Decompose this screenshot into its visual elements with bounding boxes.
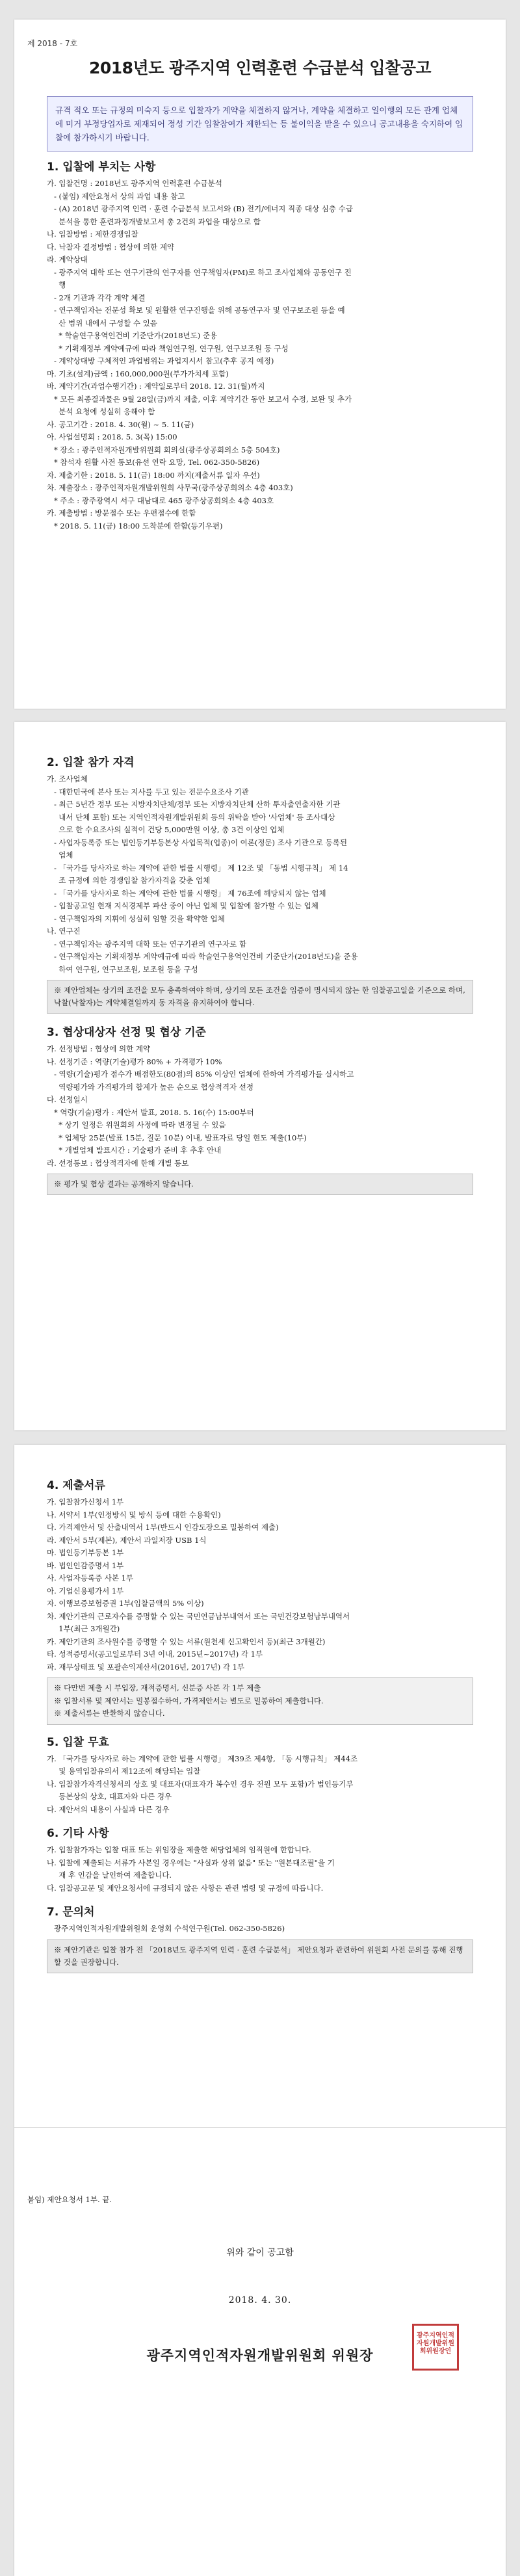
note-line: ※ 제출서류는 반환하지 않습니다. xyxy=(54,1709,165,1718)
section-6-body xyxy=(47,1844,473,1895)
text-line: 역량평가와 가격평가의 합계가 높은 순으로 협상적격자 선정 xyxy=(47,1082,254,1092)
text-line: 가. 조사업체 xyxy=(47,774,88,783)
note-line: ※ 다만번 제출 시 부입장, 재적증명서, 신분증 사본 각 1부 제출 xyxy=(54,1683,261,1692)
text-line: - 2개 기관과 각각 계약 체결 xyxy=(47,293,146,302)
section-1-body xyxy=(47,177,473,532)
text-line: 가. 선정방법 : 협상에 의한 계약 xyxy=(47,1044,151,1053)
text-line: 사. 사업자등록증 사본 1부 xyxy=(47,1573,134,1583)
section-heading: 1. 입찰에 부치는 사항 xyxy=(47,161,156,174)
page-divider xyxy=(14,2127,506,2128)
text-line: - 연구책임자는 기획재정부 계약예규에 따라 학술연구용역인건비 기준단가(2018년도)을 준용 xyxy=(47,952,358,961)
text-line: 아. 기업신용평가서 1부 xyxy=(47,1586,124,1596)
section-heading: 7. 문의처 xyxy=(47,1906,95,1919)
warning-notice-box: 규격 적오 또는 규정의 미숙지 등으로 입찰자가 계약을 체결하지 않거나, 계약을 체결하고 일이행의 모든 관계 업체에 미거 부정당업자로 제재되어 정성 기간 입찰참여가 제한되는 등 불이익을 받을 수 있으니 공고내용을 숙지하여 입찰에 참가하시기 바랍니다. xyxy=(47,96,473,151)
text-line: * 개별업체 발표시간 : 기술평가 준비 후 추후 안내 xyxy=(47,1146,222,1155)
text-line: * 학술연구용역인건비 기준단가(2018년도) 준용 xyxy=(47,331,218,340)
document-page-2 xyxy=(14,722,506,1430)
text-line: - 「국가를 당사자로 하는 계약에 관한 법률 시행령」 제 76조에 해당되지 않는 업체 xyxy=(47,888,326,898)
text-line: 카. 제출방법 : 방문접수 또는 우편접수에 한함 xyxy=(47,508,196,518)
text-line: - 최근 5년간 정부 또는 지방자치단체/정부 또는 지방자치단체 산하 투자출연출자한 기관 xyxy=(47,800,341,809)
text-line: 마. 법인등기부등본 1부 xyxy=(47,1548,124,1557)
section-2-body xyxy=(47,773,473,976)
text-line: - 계약상대방 구체적인 과업범위는 과업지시서 참고(추후 공지 예정) xyxy=(47,356,274,365)
text-line: - 대한민국에 본사 또는 지사를 두고 있는 전문수요조사 기관 xyxy=(47,787,249,796)
text-line: - 광주지역 대학 또는 연구기관의 연구자를 연구책임자(PM)로 하고 조사업체와 공동연구 진 xyxy=(47,267,352,277)
text-line: 행 xyxy=(47,280,66,289)
text-line: * 상기 일정은 위원회의 사정에 따라 변경될 수 있음 xyxy=(47,1120,226,1129)
section-heading: 2. 입찰 참가 자격 xyxy=(47,756,135,769)
eligibility-note-box: ※ 제안업체는 상기의 조건을 모두 충족하여야 하며, 상기의 모든 조건을 입증이 명시되지 않는 한 입찰공고일을 기준으로 하며, 낙찰(낙찰자)는 계약체결일까지 동 자격을 유지하여야 합니다. xyxy=(47,980,473,1014)
text-line: 업체 xyxy=(47,850,73,860)
text-line: 분석 요청에 성실히 응해야 함 xyxy=(47,407,155,416)
text-line: 자. 제출기한 : 2018. 5. 11(금) 18:00 까지(제출서류 일자 우선) xyxy=(47,470,260,480)
text-line: 다. 선정일시 xyxy=(47,1095,88,1104)
evaluation-note-box: ※ 평가 및 협상 결과는 공개하지 않습니다. xyxy=(47,1174,473,1195)
text-line: 산 범위 내에서 구성할 수 있음 xyxy=(47,318,157,328)
text-line: 라. 계약상대 xyxy=(47,255,88,264)
text-line: 파. 재무상태표 및 포괄손익계산서(2016년, 2017년) 각 1부 xyxy=(47,1662,245,1672)
text-line: 재 후 인감을 날인하여 제출합니다. xyxy=(47,1871,172,1880)
text-line: 나. 선정기준 : 역량(기술)평가 80% + 가격평가 10% xyxy=(47,1057,222,1066)
text-line: 카. 제안기관의 조사원수를 증명할 수 있는 서류(원천세 신고확인서 등)(최근 3개월간) xyxy=(47,1636,326,1646)
issuer-signature: 광주지역인적자원개발위원회 위원장 xyxy=(146,2347,374,2363)
text-line: 가. 입찰참가신청서 1부 xyxy=(47,1497,124,1506)
text-line: 라. 제안서 5부(제본), 제안서 과일저장 USB 1식 xyxy=(47,1535,207,1545)
text-line: 차. 제출장소 : 광주인적자원개발위원회 사무국(광주상공회의소 4층 403호) xyxy=(47,483,293,492)
document-page-3 xyxy=(14,1445,506,2576)
text-line: * 참석자 원활 사전 통보(유선 연락 요망, Tel. 062-350-5826) xyxy=(47,458,260,467)
attachment-note: 붙임) 제안요청서 1부. 끝. xyxy=(27,2195,112,2204)
text-line: - 연구책임자의 지휘에 성실히 임할 것을 확약한 업체 xyxy=(47,913,225,923)
text-line: * 역량(기술)평가 : 제안서 발표, 2018. 5. 16(수) 15:00부터 xyxy=(47,1107,254,1117)
text-line: 조 규정에 의한 경쟁입찰 참가자격을 갖춘 업체 xyxy=(47,876,211,885)
text-line: 1부(최근 3개월간) xyxy=(47,1624,120,1633)
text-line: 내서 단체 포함) 또는 지역인적자원개발위원회 등의 위탁을 받아 '사업체' 등 조사대상 xyxy=(47,812,335,822)
text-line: 다. 제안서의 내용이 사실과 다른 경우 xyxy=(47,1804,170,1814)
section-heading: 5. 입찰 무효 xyxy=(47,1735,109,1749)
text-line: * 주소 : 광주광역시 서구 대남대로 465 광주상공회의소 4층 403호 xyxy=(47,495,274,505)
text-line: 타. 성적증명서(공고일로부터 3년 이내, 2015년~2017년) 각 1부 xyxy=(47,1649,263,1659)
text-line: - (붙임) 제안요청서 상의 과업 내용 참고 xyxy=(47,191,185,201)
sections-4-7 xyxy=(47,1476,473,1977)
official-seal-stamp xyxy=(412,2324,459,2371)
text-line: - 연구책임자는 전문성 확보 및 원활한 연구진행을 위해 공동연구자 및 연구보조원 등을 예 xyxy=(47,306,345,315)
text-line: - 「국가를 당사자로 하는 계약에 관한 법률 시행령」 제 12조 및 「동법 시행규칙」 제 14 xyxy=(47,863,348,873)
text-line: 다. 낙찰자 결정방법 : 협상에 의한 계약 xyxy=(47,242,175,252)
text-line: 가. 입찰건명 : 2018년도 광주지역 인력훈련 수급분석 xyxy=(47,179,222,188)
text-line: 나. 서약서 1부(인정방식 및 방식 등에 대한 수용확인) xyxy=(47,1510,221,1519)
section-1 xyxy=(47,157,473,532)
text-line: 등본상의 상호, 대표자와 다른 경우 xyxy=(47,1792,172,1801)
section-5-body xyxy=(47,1753,473,1817)
section-heading: 3. 협상대상자 선정 및 협상 기준 xyxy=(47,1026,206,1039)
note-line: ※ 입찰서류 및 제안서는 밀봉접수하여, 가격제안서는 별도로 밀봉하여 제출합니다. xyxy=(54,1696,324,1705)
text-line: 나. 입찰참가자격신청서의 상호 및 대표자(대표자가 복수인 경우 전원 모두 포함)가 법인등기부 xyxy=(47,1779,354,1789)
submission-note-box xyxy=(47,1677,473,1725)
text-line: * 장소 : 광주인적자원개발위원회 회의실(광주상공회의소 5층 504호) xyxy=(47,445,280,454)
text-line: 및 용역입찰유의서 제12조에 해당되는 입찰 xyxy=(47,1767,201,1776)
text-line: - 사업자등록증 또는 법인등기부등본상 사업목적(업종)이 여론(정문) 조사 기관으로 등록된 xyxy=(47,837,347,847)
text-line: 바. 법인인감증명서 1부 xyxy=(47,1560,124,1570)
text-line: 나. 입찰방법 : 제한경쟁입찰 xyxy=(47,230,138,239)
text-line: - 역량(기술)평가 점수가 배점한도(80점)의 85% 이상인 업체에 한하여 가격평가를 실시하고 xyxy=(47,1070,354,1079)
announcement-date: 2018. 4. 30. xyxy=(228,2295,292,2306)
text-line: * 모든 최종결과물은 9월 28일(금)까지 제출, 이후 계약기간 동안 보고서 수정, 보완 및 추가 xyxy=(47,394,352,404)
text-line: 라. 선정통보 : 협상적격자에 한해 개별 통보 xyxy=(47,1158,189,1168)
text-line: 자. 이행보증보험증권 1부(입찰금액의 5% 이상) xyxy=(47,1599,204,1608)
section-7-body xyxy=(47,1923,473,1936)
text-line: 사. 공고기간 : 2018. 4. 30(월) ~ 5. 11(금) xyxy=(47,419,194,429)
section-2 xyxy=(47,753,473,1199)
text-line: * 2018. 5. 11(금) 18:00 도착분에 한함(등기우편) xyxy=(47,521,223,531)
page-title: 2018년도 광주지역 인력훈련 수급분석 입찰공고 xyxy=(88,59,432,77)
text-line: - 입찰공고일 현재 지식경제부 파산 중이 아닌 업체 및 입찰에 참가할 수 있는 업체 xyxy=(47,901,318,910)
text-line: 가. 입찰참가자는 입찰 대표 또는 위임장을 제출한 해당업체의 임직원에 한합니다. xyxy=(47,1845,311,1854)
text-line: 마. 기초(설계)금액 : 160,000,000원(부가가치세 포함) xyxy=(47,369,229,378)
text-line: 나. 연구진 xyxy=(47,927,81,936)
contact-note-box: ※ 제안기관은 입찰 참가 전 「2018년도 광주지역 인력 · 훈련 수급분석」 제안요청과 관련하여 위원회 사전 문의를 통해 진행할 것을 권장합니다. xyxy=(47,1939,473,1973)
text-line: 분석을 통한 훈련과정개발보고서 총 2건의 과업을 대상으로 함 xyxy=(47,217,261,226)
section-heading: 6. 기타 사항 xyxy=(47,1827,109,1840)
seal-text: 광주지역인적자원개발위원회위원장인 xyxy=(417,2332,454,2355)
text-line: 다. 가격제안서 및 산출내역서 1부(반드시 인감도장으로 밀봉하여 제출) xyxy=(47,1523,279,1532)
text-line: 으로 한 수요조사의 실적이 건당 5,000만원 이상, 총 3건 이상인 업체 xyxy=(47,825,285,834)
document-page-1 xyxy=(14,20,506,709)
notice-number: 제 2018 - 7호 xyxy=(27,39,78,48)
text-line: 나. 입찰에 제출되는 서류가 사본일 경우에는 "사실과 상위 없음" 또는 "원본대조필"을 기 xyxy=(47,1858,335,1867)
section-heading: 4. 제출서류 xyxy=(47,1479,105,1492)
text-line: 아. 사업설명회 : 2018. 5. 3(목) 15:00 xyxy=(47,432,177,441)
section-4-body xyxy=(47,1496,473,1674)
text-line: 하여 연구원, 연구보조원, 보조원 등을 구성 xyxy=(47,964,198,974)
text-line: * 업체당 25분(발표 15분, 질문 10분) 이내, 발표자료 당일 현도 제출(10부) xyxy=(47,1133,307,1142)
section-3-body xyxy=(47,1043,473,1170)
text-line: 바. 계약기간(과업수행기간) : 계약일로부터 2018. 12. 31(월)까지 xyxy=(47,382,265,391)
text-line: - 연구책임자는 광주지역 대학 또는 연구기관의 연구자로 함 xyxy=(47,939,247,949)
text-line: 차. 제안기관의 근로자수를 증명할 수 있는 국민연금납부내역서 또는 국민건강보험납부내역서 xyxy=(47,1611,350,1621)
text-line: 광주지역인적자원개발위원회 운영회 수석연구원(Tel. 062-350-5826) xyxy=(47,1924,285,1933)
text-line: 다. 입찰공고문 및 제안요청서에 규정되지 않은 사항은 관련 법령 및 규정에 따릅니다. xyxy=(47,1883,324,1893)
text-line: - (A) 2018년 광주지역 인력 · 훈련 수급분석 보고서와 (B) 전기/에너지 직종 대상 심층 수급 xyxy=(47,204,353,213)
text-line: * 기획재정부 계약예규에 따라 책임연구원, 연구원, 연구보조원 등 구성 xyxy=(47,343,289,353)
closing-text: 위와 같이 공고함 xyxy=(226,2248,294,2258)
text-line: 가. 「국가를 당사자로 하는 계약에 관한 법률 시행령」 제39조 제4항, 「동 시행규칙」 제44조 xyxy=(47,1754,358,1763)
